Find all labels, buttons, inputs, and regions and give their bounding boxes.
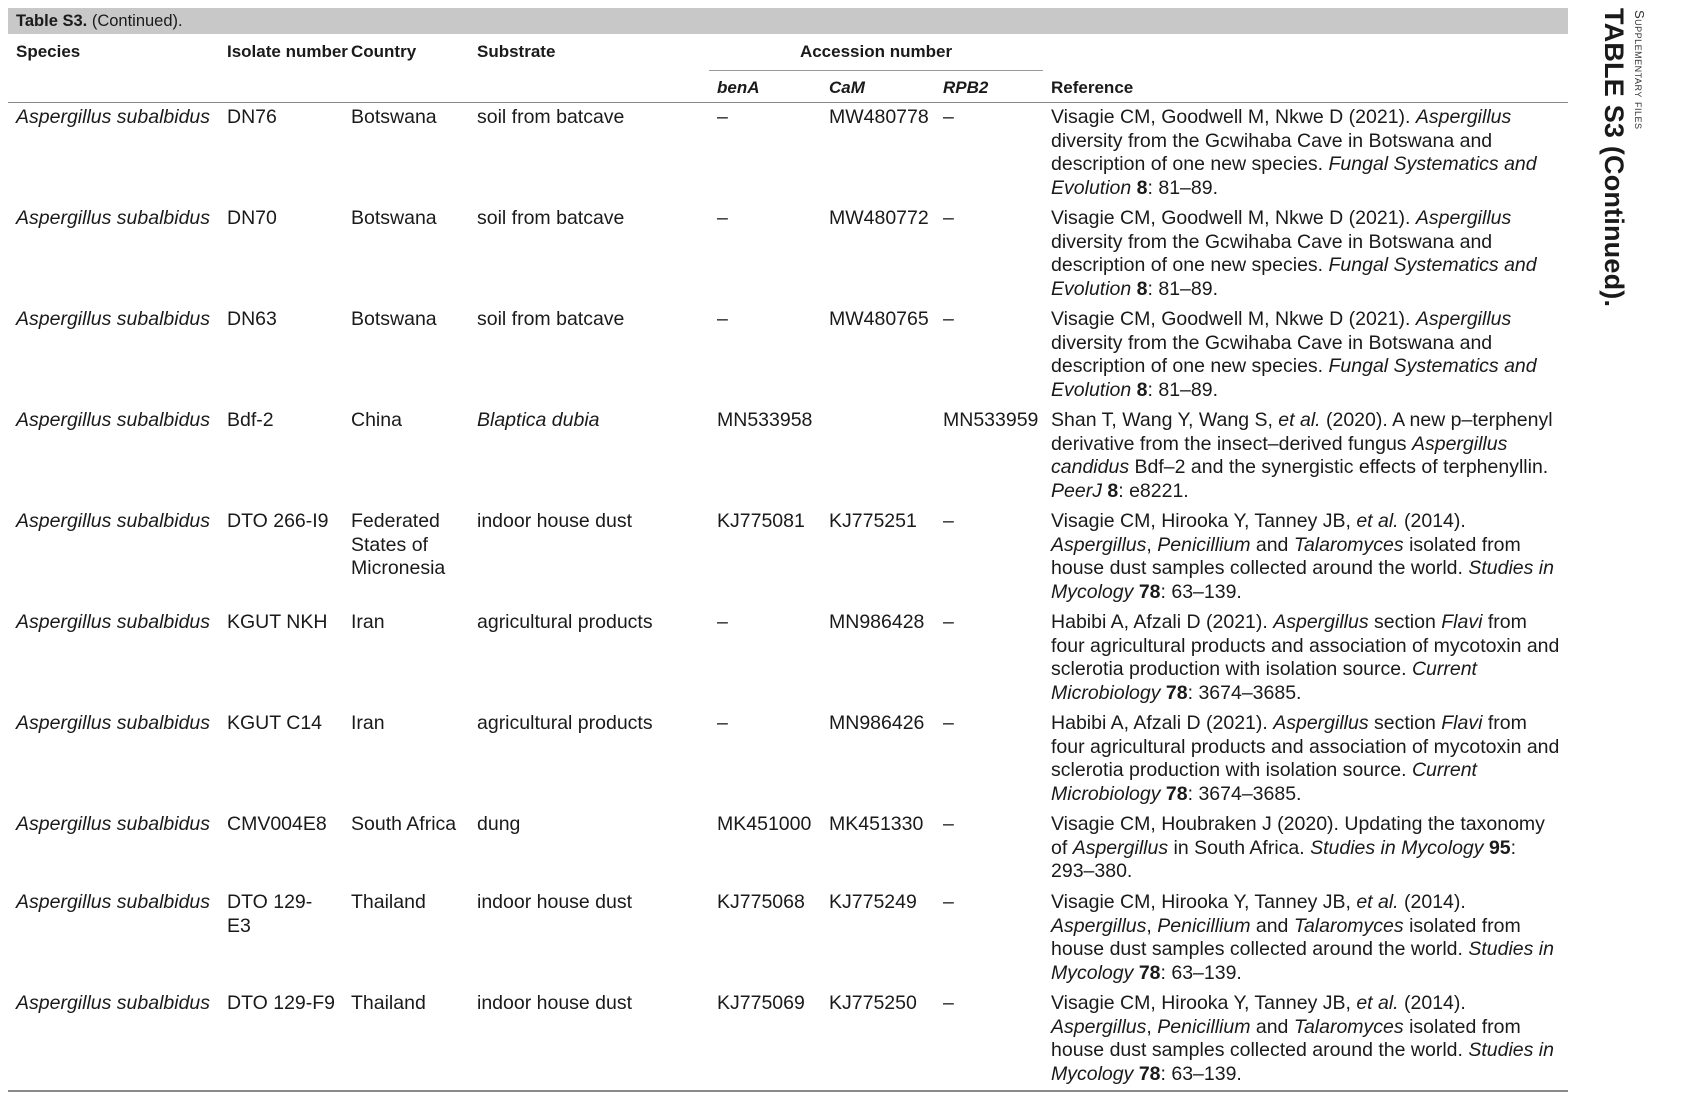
cell-country: Botswana: [351, 106, 437, 128]
reference-segment: 8: [1136, 176, 1148, 199]
cell-species: Aspergillus subalbidus: [16, 106, 211, 128]
reference-segment: Aspergillus: [1415, 207, 1512, 229]
cell-cam: KJ775250: [821, 989, 935, 1091]
table-row: [8, 103, 1568, 205]
reference-segment: from four agricultural products and association of mycotoxin and sclerotia production with isolation source.: [1051, 611, 1560, 680]
reference-segment: Fungal Systematics and Evolution: [1051, 355, 1537, 401]
cell-bena: –: [717, 207, 728, 229]
reference-segment: PeerJ: [1051, 479, 1102, 502]
isolate-table: [8, 34, 1568, 1092]
header-substrate: Substrate: [477, 42, 556, 61]
header-spacer: [219, 71, 343, 103]
reference-segment: Habibi A, Afzali D (2021).: [1051, 712, 1274, 734]
cell-cam: MW480778: [829, 106, 929, 128]
cell-species: Aspergillus subalbidus: [16, 207, 211, 229]
cell-substrate: indoor house dust: [469, 989, 709, 1091]
reference-segment: 8: [1107, 479, 1119, 502]
reference-segment: Visagie CM, Hirooka Y, Tanney JB,: [1051, 891, 1357, 913]
cell-species: Aspergillus subalbidus: [16, 308, 211, 330]
reference-segment: and: [1250, 533, 1294, 556]
reference-segment: : 3674–3685.: [1187, 782, 1302, 805]
reference-segment: Flavi: [1441, 712, 1483, 734]
cell-reference: [1043, 406, 1568, 507]
reference-segment: Visagie CM, Goodwell M, Nkwe D (2021).: [1051, 308, 1416, 330]
cell-substrate: Blaptica dubia: [477, 409, 600, 431]
table-row: [8, 204, 1568, 305]
reference-segment: diversity from the Gcwihaba Cave in Botswana and description of one new species.: [1051, 331, 1493, 377]
reference-segment: 95: [1488, 836, 1511, 859]
cell-species: Aspergillus subalbidus: [16, 891, 211, 913]
cell-isolate-number: DN70: [227, 207, 277, 229]
header-spacer: [8, 71, 219, 103]
reference-segment: Aspergillus: [1051, 533, 1147, 556]
cell-species: Aspergillus subalbidus: [16, 510, 211, 532]
reference-segment: et al.: [1278, 409, 1321, 431]
reference-segment: Shan T, Wang Y, Wang S,: [1051, 409, 1279, 431]
cell-isolate-number: DTO 129-F9: [219, 989, 343, 1091]
cell-country: China: [351, 409, 402, 431]
reference-segment: : 81–89.: [1147, 378, 1218, 401]
reference-segment: isolated from house dust samples collected around the world.: [1051, 914, 1521, 960]
reference-segment: Aspergillus: [1051, 1015, 1147, 1038]
reference-segment: in South Africa.: [1168, 836, 1311, 859]
cell-bena: MK451000: [717, 813, 812, 835]
cell-cam: MW480765: [829, 308, 929, 330]
cell-cam: KJ775251: [829, 510, 917, 532]
reference-segment: : 63–139.: [1160, 961, 1242, 984]
cell-substrate: indoor house dust: [477, 510, 633, 532]
cell-isolate-number: KGUT C14: [227, 712, 323, 734]
reference-segment: (2014).: [1398, 510, 1466, 532]
reference-segment: : 81–89.: [1147, 176, 1218, 199]
cell-substrate: soil from batcave: [477, 106, 625, 128]
reference-segment: Talaromyces: [1293, 533, 1404, 556]
reference-segment: : 81–89.: [1147, 277, 1218, 300]
cell-substrate: soil from batcave: [477, 308, 625, 330]
reference-segment: Studies in Mycology: [1051, 557, 1554, 603]
cell-species: Aspergillus subalbidus: [16, 611, 211, 633]
cell-substrate: soil from batcave: [477, 207, 625, 229]
header-rpb2: RPB2: [935, 71, 1043, 103]
reference-segment: : 63–139.: [1160, 580, 1242, 603]
reference-segment: 8: [1136, 378, 1148, 401]
header-spacer: [1043, 34, 1568, 71]
reference-segment: (2020). A new p–terphenyl derivative from the insect–derived fungus: [1051, 409, 1553, 455]
cell-bena: MN533958: [717, 409, 813, 431]
side-table-title: TABLE S3 (Continued).: [1599, 8, 1629, 308]
reference-segment: : 3674–3685.: [1187, 681, 1302, 704]
reference-segment: Visagie CM, Hirooka Y, Tanney JB,: [1051, 510, 1357, 532]
reference-segment: Flavi: [1441, 611, 1483, 633]
reference-segment: Aspergillus candidus: [1051, 432, 1508, 478]
reference-segment: Aspergillus: [1415, 106, 1512, 128]
reference-segment: (2014).: [1398, 891, 1466, 913]
table-row: [8, 305, 1568, 406]
reference-segment: : e8221.: [1118, 479, 1189, 502]
reference-segment: Visagie CM, Houbraken J (2020). Updating the taxonomy of: [1051, 813, 1545, 859]
cell-bena: –: [717, 308, 728, 330]
header-country: Country: [351, 42, 417, 61]
reference-segment: 78: [1138, 1062, 1161, 1085]
reference-segment: Studies in Mycology: [1051, 1039, 1554, 1085]
reference-segment: Aspergillus: [1273, 611, 1369, 633]
cell-rpb2: –: [943, 106, 954, 128]
header-species: Species: [16, 42, 81, 61]
table-caption-note: (Continued).: [87, 12, 183, 30]
cell-cam: MN986428: [829, 611, 925, 633]
reference-segment: Studies in Mycology: [1051, 938, 1554, 984]
reference-segment: Fungal Systematics and Evolution: [1051, 254, 1537, 300]
table-row: [8, 888, 1568, 989]
cell-species: Aspergillus subalbidus: [16, 712, 211, 734]
reference-segment: isolated from house dust samples collected around the world.: [1051, 533, 1521, 579]
cell-cam: KJ775249: [829, 891, 917, 913]
reference-segment: from four agricultural products and association of mycotoxin and sclerotia production with isolation source.: [1051, 712, 1560, 781]
reference-segment: et al.: [1356, 510, 1399, 532]
reference-segment: 78: [1165, 681, 1188, 704]
table-row: [8, 608, 1568, 709]
reference-segment: : 63–139.: [1160, 1062, 1242, 1085]
cell-bena: –: [717, 611, 728, 633]
cell-isolate-number: DTO 266-I9: [227, 510, 329, 532]
cell-reference: [1043, 103, 1568, 205]
reference-segment: ,: [1146, 1015, 1158, 1038]
cell-cam: MK451330: [829, 813, 924, 835]
reference-segment: (2014).: [1398, 992, 1466, 1014]
reference-segment: Current Microbiology: [1051, 658, 1477, 704]
reference-segment: 78: [1138, 961, 1161, 984]
cell-rpb2: –: [943, 510, 954, 532]
reference-segment: Aspergillus: [1415, 308, 1512, 330]
reference-segment: Habibi A, Afzali D (2021).: [1051, 611, 1274, 633]
cell-reference: [1043, 204, 1568, 305]
cell-substrate: agricultural products: [477, 712, 653, 734]
cell-reference: [1043, 709, 1568, 810]
cell-isolate-number: Bdf-2: [227, 409, 274, 431]
reference-segment: section: [1368, 611, 1442, 633]
cell-substrate: agricultural products: [477, 611, 653, 633]
reference-segment: Visagie CM, Goodwell M, Nkwe D (2021).: [1051, 106, 1416, 128]
cell-reference: [1043, 608, 1568, 709]
reference-segment: Visagie CM, Goodwell M, Nkwe D (2021).: [1051, 207, 1416, 229]
cell-bena: –: [717, 106, 728, 128]
header-spacer: [343, 71, 469, 103]
cell-rpb2: –: [935, 989, 1043, 1091]
cell-species: Aspergillus subalbidus: [16, 813, 211, 835]
header-reference: Reference: [1043, 71, 1568, 103]
reference-segment: Current Microbiology: [1051, 759, 1477, 805]
cell-rpb2: –: [943, 207, 954, 229]
reference-segment: ,: [1146, 533, 1158, 556]
cell-rpb2: –: [943, 611, 954, 633]
header-cam: CaM: [821, 71, 935, 103]
cell-reference: [1043, 888, 1568, 989]
cell-rpb2: MN533959: [943, 409, 1039, 431]
reference-segment: Penicillium: [1157, 914, 1251, 937]
cell-bena: –: [717, 712, 728, 734]
reference-segment: Aspergillus: [1072, 836, 1169, 859]
reference-segment: Studies in Mycology: [1310, 836, 1484, 859]
cell-country: Iran: [351, 712, 385, 734]
reference-segment: Aspergillus: [1051, 914, 1147, 937]
cell-bena: KJ775081: [717, 510, 805, 532]
cell-isolate-number: DN76: [227, 106, 277, 128]
reference-segment: Penicillium: [1157, 1015, 1251, 1038]
cell-cam: MN986426: [829, 712, 925, 734]
cell-country: Botswana: [351, 308, 437, 330]
reference-segment: : 293–380.: [1051, 836, 1517, 882]
cell-species: Aspergillus subalbidus: [16, 409, 211, 431]
reference-segment: Penicillium: [1157, 533, 1251, 556]
cell-cam: MW480772: [829, 207, 929, 229]
cell-rpb2: –: [943, 308, 954, 330]
cell-reference: [1043, 507, 1568, 608]
cell-substrate: dung: [477, 813, 521, 835]
cell-country: Iran: [351, 611, 385, 633]
reference-segment: et al.: [1356, 992, 1399, 1014]
cell-isolate-number: KGUT NKH: [227, 611, 328, 633]
cell-isolate-number: CMV004E8: [227, 813, 327, 835]
cell-rpb2: –: [943, 712, 954, 734]
reference-segment: isolated from house dust samples collected around the world.: [1051, 1015, 1521, 1061]
table-row: [8, 507, 1568, 608]
header-accession-number: Accession number: [709, 34, 1043, 71]
reference-segment: section: [1368, 712, 1442, 734]
side-section-label: Supplementary files: [1632, 10, 1647, 130]
table-row: [8, 810, 1568, 888]
reference-segment: 78: [1165, 782, 1188, 805]
reference-segment: diversity from the Gcwihaba Cave in Botswana and description of one new species.: [1051, 230, 1493, 276]
reference-segment: et al.: [1356, 891, 1399, 913]
header-spacer: [469, 71, 709, 103]
cell-rpb2: –: [943, 891, 954, 913]
reference-segment: Visagie CM, Hirooka Y, Tanney JB,: [1051, 992, 1357, 1014]
cell-bena: KJ775068: [717, 891, 805, 913]
reference-segment: Bdf–2 and the synergistic effects of terphenyllin.: [1129, 456, 1549, 478]
table-row: [8, 989, 1568, 1091]
reference-segment: and: [1250, 1015, 1294, 1038]
header-isolate-number: Isolate number: [227, 42, 348, 61]
cell-country: South Africa: [351, 813, 457, 835]
reference-segment: diversity from the Gcwihaba Cave in Botswana and description of one new species.: [1051, 129, 1493, 175]
table-row: [8, 406, 1568, 507]
cell-country: Federated States of Micronesia: [351, 510, 446, 579]
cell-reference: [1043, 989, 1568, 1091]
table-row: [8, 709, 1568, 810]
cell-country: Botswana: [351, 207, 437, 229]
header-bena: benA: [709, 71, 821, 103]
table-page: [8, 8, 1568, 1092]
cell-substrate: indoor house dust: [477, 891, 633, 913]
reference-segment: 78: [1138, 580, 1161, 603]
reference-segment: Talaromyces: [1293, 914, 1404, 937]
table-caption-label: Table S3.: [16, 12, 88, 30]
cell-rpb2: –: [943, 813, 954, 835]
cell-species: Aspergillus subalbidus: [8, 989, 219, 1091]
reference-segment: Fungal Systematics and Evolution: [1051, 153, 1537, 199]
reference-segment: Aspergillus: [1273, 712, 1369, 734]
cell-bena: KJ775069: [709, 989, 821, 1091]
cell-reference: [1043, 305, 1568, 406]
cell-country: Thailand: [351, 891, 426, 913]
cell-isolate-number: DTO 129-E3: [227, 891, 313, 937]
reference-segment: and: [1250, 914, 1294, 937]
reference-segment: Talaromyces: [1293, 1015, 1404, 1038]
table-caption-bar: [8, 8, 1568, 34]
cell-reference: [1043, 810, 1568, 888]
table-body: [8, 103, 1568, 1092]
cell-country: Thailand: [343, 989, 469, 1091]
reference-segment: ,: [1146, 914, 1158, 937]
reference-segment: 8: [1136, 277, 1148, 300]
cell-isolate-number: DN63: [227, 308, 277, 330]
cell-cam: [821, 406, 935, 507]
